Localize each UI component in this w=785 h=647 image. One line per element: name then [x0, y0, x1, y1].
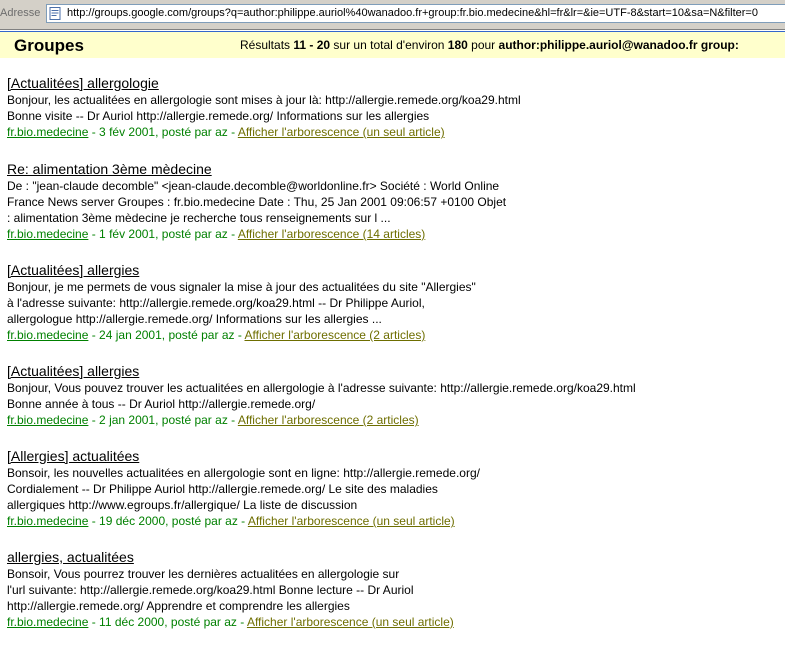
result-footer	[7, 614, 777, 630]
result-snippet-line: Bonjour, les actualitées en allergologie sont mises à jour là: http://allergie.remede.org/koa29.html	[7, 93, 521, 107]
result-snippet-line: France News server Groupes : fr.bio.medecine Date : Thu, 25 Jan 2001 09:06:57 +0100 Objet	[7, 195, 507, 209]
result-title-link[interactable]: [Actualitées] allergologie	[7, 75, 159, 91]
search-result	[7, 262, 777, 343]
result-footer	[7, 226, 777, 242]
for-text: pour	[467, 38, 499, 52]
search-result	[7, 549, 777, 630]
search-result	[7, 75, 777, 140]
search-result	[7, 448, 777, 529]
address-url: http://groups.google.com/groups?q=author:philippe.auriol%40wanadoo.fr+group:fr.bio.medecine&hl=fr&lr=&ie=UTF-8&start=10&sa=N&filter=0	[67, 7, 758, 19]
result-title-link[interactable]: [Actualitées] allergies	[7, 262, 140, 278]
result-footer	[7, 412, 777, 428]
results-prefix: Résultats	[240, 38, 291, 52]
result-title-link[interactable]: [Allergies] actualitées	[7, 448, 140, 464]
result-meta: - 1 fév 2001, posté par az -	[88, 227, 238, 241]
result-snippet-line: Bonsoir, Vous pourrez trouver les dernières actualitées en allergologie sur	[7, 567, 400, 581]
group-link[interactable]: fr.bio.medecine	[7, 227, 89, 241]
search-query: author:philippe.auriol@wanadoo.fr group:	[498, 38, 739, 52]
thread-link[interactable]: Afficher l'arborescence (14 articles)	[237, 227, 426, 241]
result-meta: - 2 jan 2001, posté par az -	[88, 413, 238, 427]
group-link[interactable]: fr.bio.medecine	[7, 514, 89, 528]
range-start: 11	[293, 38, 307, 52]
thread-link[interactable]: Afficher l'arborescence (un seul article)	[237, 125, 445, 139]
result-title-link[interactable]: [Actualitées] allergies	[7, 363, 140, 379]
result-snippet-line: http://allergie.remede.org/ Apprendre et comprendre les allergies	[7, 599, 350, 613]
results-summary	[240, 38, 739, 52]
results-total: 180	[447, 38, 468, 52]
group-link[interactable]: fr.bio.medecine	[7, 328, 89, 342]
range-dash: -	[306, 38, 317, 52]
search-result	[7, 363, 777, 428]
thread-link[interactable]: Afficher l'arborescence (2 articles)	[244, 328, 426, 342]
result-title-link[interactable]: Re: alimentation 3ème mèdecine	[7, 161, 212, 177]
result-snippet-line: allergiques http://www.egroups.fr/allergique/ La liste de discussion	[7, 498, 358, 512]
result-footer	[7, 327, 777, 343]
result-snippet-line: Bonsoir, les nouvelles actualitées en allergologie sont en ligne: http://allergie.remede.org/	[7, 466, 480, 480]
result-title-link[interactable]: allergies, actualitées	[7, 549, 134, 565]
result-snippet-line: l'url suivante: http://allergie.remede.org/koa29.html Bonne lecture -- Dr Auriol	[7, 583, 414, 597]
result-snippet-line: Bonne visite -- Dr Auriol http://allergie.remede.org/ Informations sur les allergies	[7, 109, 430, 123]
page-title: Groupes	[14, 36, 84, 55]
result-meta: - 24 jan 2001, posté par az -	[88, 328, 245, 342]
results-header	[0, 31, 785, 58]
result-snippet-line: Bonjour, je me permets de vous signaler la mise à jour des actualitées du site "Allergies"	[7, 280, 476, 294]
address-input[interactable]	[46, 4, 785, 23]
result-snippet-line: Cordialement -- Dr Philippe Auriol http://allergie.remede.org/ Le site des maladies	[7, 482, 438, 496]
address-toolbar	[0, 0, 785, 30]
group-link[interactable]: fr.bio.medecine	[7, 615, 89, 629]
thread-link[interactable]: Afficher l'arborescence (2 articles)	[237, 413, 419, 427]
result-snippet-line: : alimentation 3ème mèdecine je recherche tous renseignements sur l ...	[7, 211, 391, 225]
result-meta: - 3 fév 2001, posté par az -	[88, 125, 238, 139]
result-snippet-line: à l'adresse suivante: http://allergie.remede.org/koa29.html -- Dr Philippe Auriol,	[7, 296, 425, 310]
thread-link[interactable]: Afficher l'arborescence (un seul article)	[246, 615, 454, 629]
result-snippet-line: Bonne année à tous -- Dr Auriol http://allergie.remede.org/	[7, 397, 316, 411]
range-end: 20	[316, 38, 331, 52]
thread-link[interactable]: Afficher l'arborescence (un seul article)	[247, 514, 455, 528]
result-footer	[7, 513, 777, 529]
result-snippet-line: De : "jean-claude decomble" <jean-claude.decomble@worldonline.fr> Société : World Online	[7, 179, 500, 193]
result-meta: - 11 déc 2000, posté par az -	[88, 615, 247, 629]
result-meta: - 19 déc 2000, posté par az -	[88, 514, 248, 528]
total-prefix: sur un total d'environ	[330, 38, 448, 52]
result-snippet-line: Bonjour, Vous pouvez trouver les actualitées en allergologie à l'adresse suivante: http://allergie.remede.org/koa29.html	[7, 381, 636, 395]
address-label: Adresse	[0, 7, 41, 19]
result-footer	[7, 124, 777, 140]
page-icon	[49, 7, 62, 20]
result-snippet-line: allergologue http://allergie.remede.org/ Informations sur les allergies ...	[7, 312, 382, 326]
group-link[interactable]: fr.bio.medecine	[7, 125, 89, 139]
search-result	[7, 161, 777, 242]
group-link[interactable]: fr.bio.medecine	[7, 413, 89, 427]
